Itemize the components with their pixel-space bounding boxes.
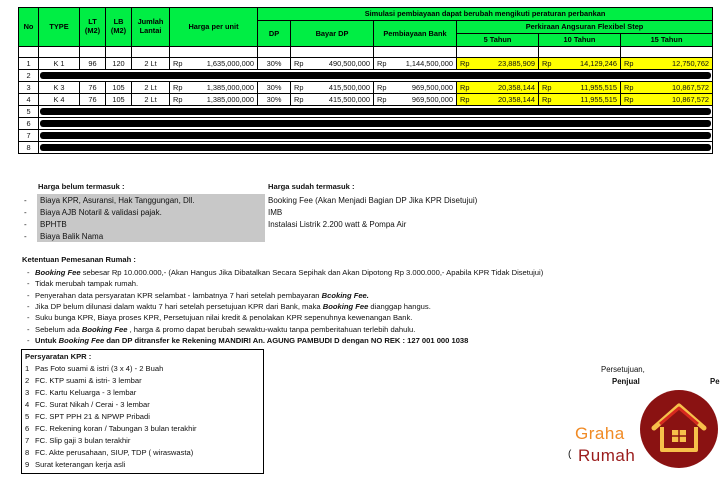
- spacer-row: [19, 47, 713, 58]
- kpr-requirements: [21, 349, 264, 474]
- signature-paren: (: [568, 449, 572, 460]
- cell-type: K 4: [39, 94, 80, 106]
- house-icon: [648, 400, 710, 456]
- cell-pembiayaan: Rp 969,500,000: [374, 82, 457, 94]
- list-item: 4 FC. Surat Nikah / Cerai - 3 lembar: [25, 399, 150, 409]
- cell-no: 3: [19, 82, 39, 94]
- col-harga-header: Harga per unit: [170, 8, 258, 47]
- cell-angsuran-10: Rp 11,955,515: [539, 82, 621, 94]
- cell-pembiayaan: Rp 969,500,000: [374, 94, 457, 106]
- cell-bayar-dp: Rp 415,500,000: [291, 82, 374, 94]
- table-row: [19, 94, 713, 106]
- list-item: 1 Pas Foto suami & istri (3 x 4) - 2 Buah: [25, 363, 164, 373]
- cell-harga: Rp 1,635,000,000: [170, 58, 258, 70]
- logo-text-graha: Graha: [575, 424, 625, 443]
- tenor-5-header: 5 Tahun: [457, 34, 539, 47]
- col-bayar-dp-header: Bayar DP: [291, 21, 374, 47]
- col-dp-header: DP: [258, 21, 291, 47]
- list-item: Instalasi Listrik 2.200 watt & Pompa Air: [268, 219, 407, 229]
- list-item: - BPHTB: [24, 218, 265, 230]
- cell-lt: 76: [80, 82, 106, 94]
- cell-pembiayaan: Rp 1,144,500,000: [374, 58, 457, 70]
- table-row: [19, 82, 713, 94]
- redacted-row: [19, 70, 713, 82]
- persetujuan-label: Persetujuan,: [601, 365, 645, 374]
- redacted-content: [39, 142, 713, 154]
- cell-lb: 120: [106, 58, 132, 70]
- redacted-row: [19, 118, 713, 130]
- tenor-15-header: 15 Tahun: [621, 34, 713, 47]
- excluded-list: [24, 194, 265, 242]
- redacted-content: [39, 70, 713, 82]
- cell-lt: 96: [80, 58, 106, 70]
- col-lb-header: LB (M2): [106, 8, 132, 47]
- list-item: - Booking Fee sebesar Rp 10.000.000,- (Akan Hangus Jika Dibatalkan Secara Sepihak dan Akan Dipotong Rp 3.000.000,- Apabila KPR Tidak Disetujui): [27, 268, 544, 278]
- cell-no: 8: [19, 142, 39, 154]
- price-table: [18, 7, 713, 154]
- list-item: - Suku bunga KPR, Biaya proses KPR, Persetujuan nilai kredit & penolakan KPR sepenuhnya kewenangan Bank.: [27, 313, 413, 323]
- cell-lantai: 2 Lt: [132, 94, 170, 106]
- cell-no: 1: [19, 58, 39, 70]
- cell-no: 2: [19, 70, 39, 82]
- cell-angsuran-5: Rp 23,885,909: [457, 58, 539, 70]
- list-item: - Jika DP belum dilunasi dalam waktu 7 hari setelah persetujuan KPR dari Bank, maka Booking Fee dianggap hangus.: [27, 302, 431, 312]
- cell-bayar-dp: Rp 490,500,000: [291, 58, 374, 70]
- list-item: 9 Surat keterangan kerja asli: [25, 460, 126, 470]
- cell-no: 4: [19, 94, 39, 106]
- cell-angsuran-15: Rp 12,750,762: [621, 58, 713, 70]
- list-item: - Biaya AJB Notaril & validasi pajak.: [24, 206, 265, 218]
- cell-lt: 76: [80, 94, 106, 106]
- cell-angsuran-10: Rp 11,955,515: [539, 94, 621, 106]
- col-no-header: No: [19, 8, 39, 47]
- list-item: Booking Fee (Akan Menjadi Bagian DP Jika KPR Disetujui): [268, 195, 478, 205]
- list-item: 8 FC. Akte perusahaan, SIUP, TDP ( wiraswasta): [25, 448, 194, 458]
- graha-rumah-logo: [570, 388, 720, 479]
- penjual-label: Penjual: [612, 377, 640, 386]
- excluded-title: Harga belum termasuk :: [38, 182, 125, 191]
- simulasi-header: Simulasi pembiayaan dapat berubah mengikuti peraturan perbankan: [258, 8, 713, 21]
- cell-angsuran-15: Rp 10,867,572: [621, 94, 713, 106]
- cell-no: 7: [19, 130, 39, 142]
- cell-lb: 105: [106, 94, 132, 106]
- cell-harga: Rp 1,385,000,000: [170, 94, 258, 106]
- cell-no: 6: [19, 118, 39, 130]
- pembeli-label: Pe: [710, 377, 720, 386]
- cell-type: K 3: [39, 82, 80, 94]
- table-row: [19, 58, 713, 70]
- list-item: - Sebelum ada Booking Fee , harga & promo dapat berubah sewaktu-waktu tanpa pemberitahuan terlebih dahulu.: [27, 324, 416, 334]
- cell-bayar-dp: Rp 415,500,000: [291, 94, 374, 106]
- list-item: - Untuk Booking Fee dan DP ditransfer ke Rekening MANDIRI An. AGUNG PAMBUDI D dengan NO REK : 127 001 000 1038: [27, 335, 469, 345]
- cell-type: K 1: [39, 58, 80, 70]
- list-item: 3 FC. Kartu Keluarga - 3 lembar: [25, 387, 137, 397]
- redacted-row: [19, 130, 713, 142]
- list-item: IMB: [268, 207, 283, 217]
- redacted-content: [39, 118, 713, 130]
- cell-lantai: 2 Lt: [132, 82, 170, 94]
- redacted-content: [39, 106, 713, 118]
- logo-text-rumah: Rumah: [578, 446, 636, 465]
- cell-dp: 30%: [258, 82, 291, 94]
- col-lt-header: LT (M2): [80, 8, 106, 47]
- list-item: - Penyerahan data persyaratan KPR selambat - lambatnya 7 hari setelah pembayaran Bcoking Fee.: [27, 290, 369, 300]
- redacted-content: [39, 130, 713, 142]
- redacted-row: [19, 142, 713, 154]
- tenor-10-header: 10 Tahun: [539, 34, 621, 47]
- included-list: [268, 194, 568, 230]
- cell-angsuran-5: Rp 20,358,144: [457, 94, 539, 106]
- list-item: 6 FC. Rekening koran / Tabungan 3 bulan terakhir: [25, 424, 197, 434]
- cell-dp: 30%: [258, 94, 291, 106]
- col-pembiayaan-header: Pembiayaan Bank: [374, 21, 457, 47]
- included-title: Harga sudah termasuk :: [268, 182, 355, 191]
- list-item: 2 FC. KTP suami & istri- 3 lembar: [25, 375, 142, 385]
- perkiraan-header: Perkiraan Angsuran Flexibel Step: [457, 21, 713, 34]
- list-item: - Biaya Balik Nama: [24, 230, 265, 242]
- list-item: - Tidak merubah tampak rumah.: [27, 279, 139, 289]
- list-item: 5 FC. SPT PPH 21 & NPWP Pribadi: [25, 411, 150, 421]
- terms-title: Ketentuan Pemesanan Rumah :: [22, 255, 136, 264]
- booking-terms: [22, 255, 622, 346]
- redacted-row: [19, 106, 713, 118]
- cell-angsuran-5: Rp 20,358,144: [457, 82, 539, 94]
- requirements-title: Persyaratan KPR :: [25, 352, 92, 361]
- cell-lantai: 2 Lt: [132, 58, 170, 70]
- cell-lb: 105: [106, 82, 132, 94]
- list-item: 7 FC. Slip gaji 3 bulan terakhir: [25, 436, 131, 446]
- cell-harga: Rp 1,385,000,000: [170, 82, 258, 94]
- list-item: - Biaya KPR, Asuransi, Hak Tanggungan, Dll.: [24, 194, 265, 206]
- cell-no: 5: [19, 106, 39, 118]
- cell-angsuran-10: Rp 14,129,246: [539, 58, 621, 70]
- cell-angsuran-15: Rp 10,867,572: [621, 82, 713, 94]
- cell-dp: 30%: [258, 58, 291, 70]
- col-type-header: TYPE: [39, 8, 80, 47]
- col-lantai-header: Jumlah Lantai: [132, 8, 170, 47]
